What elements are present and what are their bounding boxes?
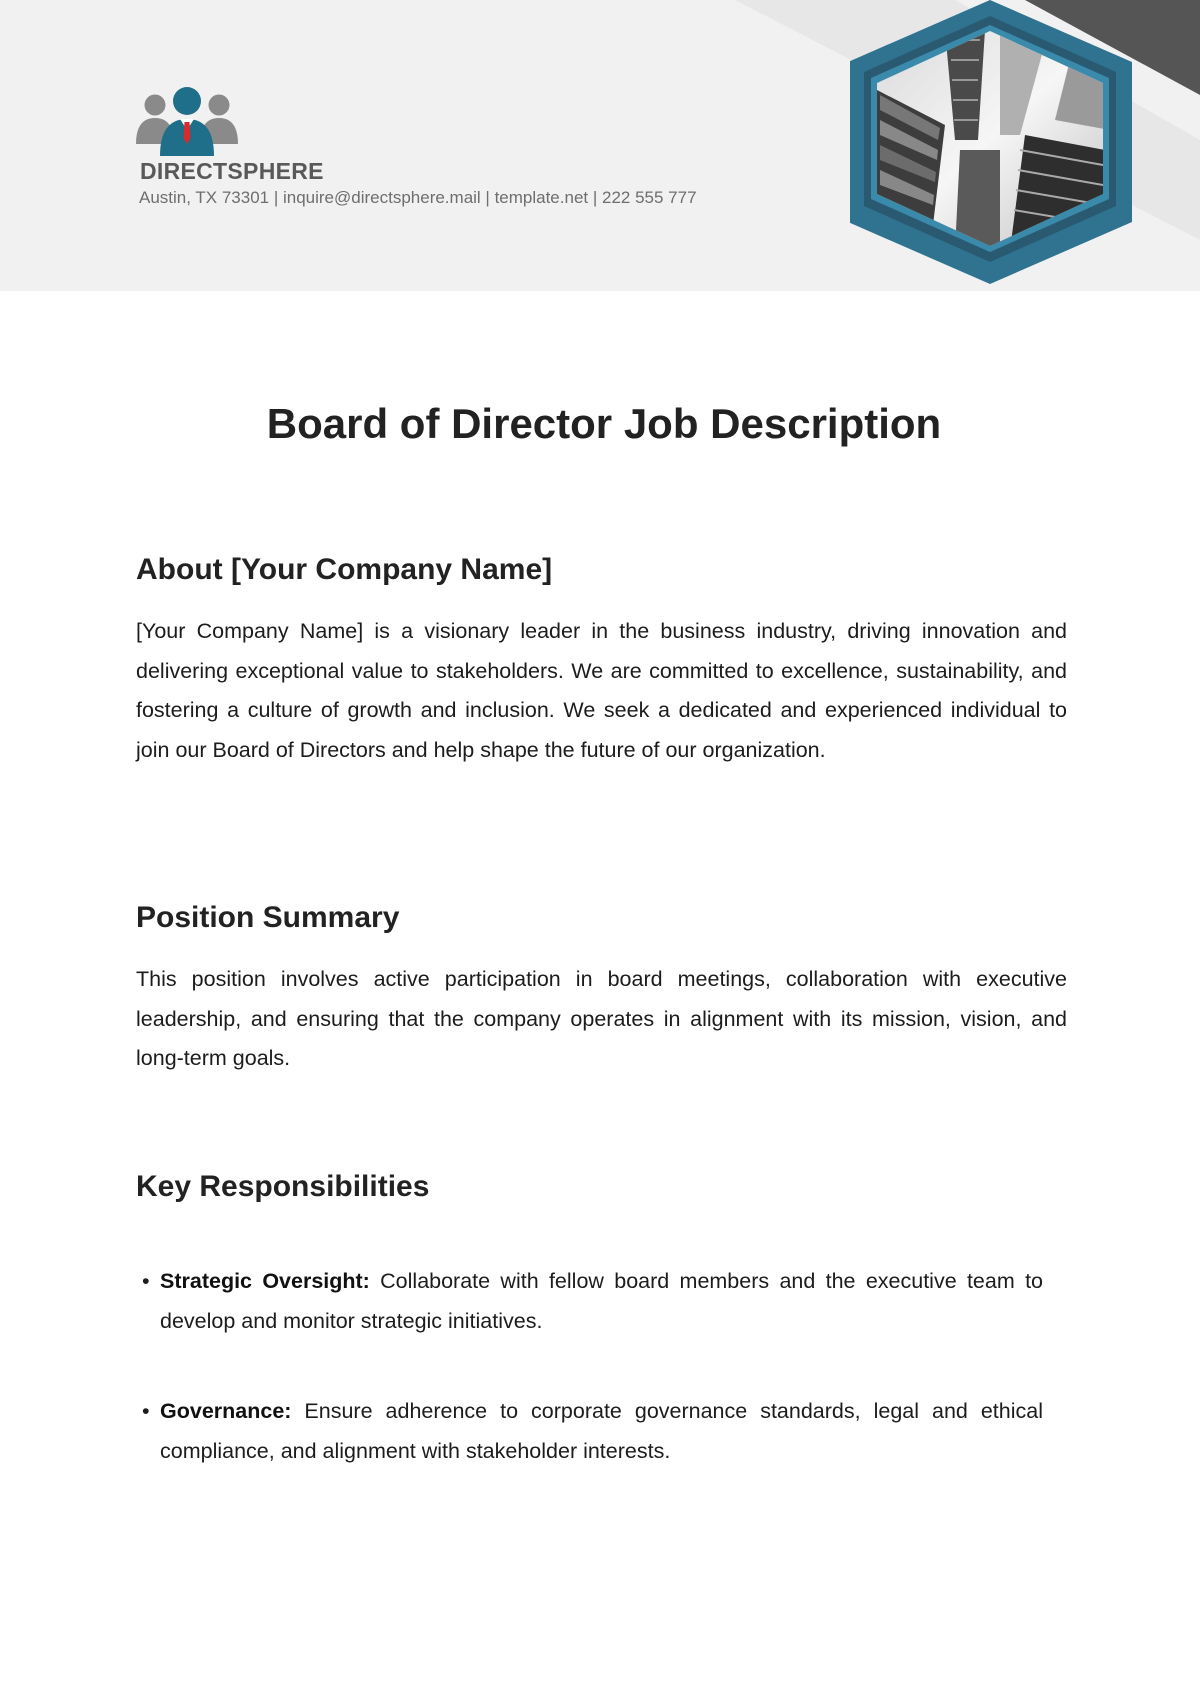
responsibility-text: Collaborate with fellow board members and the executive team to develop and monitor strategic initiatives.: [160, 1269, 1043, 1333]
responsibilities-list: [136, 1262, 1043, 1471]
position-summary-body: This position involves active participation in board meetings, collaboration with executive leadership, and ensuring that the company operates in alignment with its mission, vision, and long-term goals.: [136, 967, 1067, 1070]
key-responsibilities-section: [136, 1170, 1067, 1522]
page-title: Board of Director Job Description: [266, 400, 942, 447]
key-responsibilities-heading: Key Responsibilities: [136, 1170, 430, 1203]
responsibility-term: Strategic Oversight:: [160, 1269, 370, 1293]
responsibility-term: Governance:: [160, 1399, 292, 1423]
business-people-icon: [133, 86, 241, 158]
about-section: [136, 553, 1067, 770]
contact-info: Austin, TX 73301 | inquire@directsphere.mail | template.net | 222 555 777: [139, 188, 697, 207]
bullet-icon: •: [142, 1269, 150, 1293]
position-summary-heading: Position Summary: [136, 901, 400, 934]
position-summary-section: [136, 901, 1067, 1079]
list-item: [136, 1262, 1043, 1341]
about-body: [Your Company Name] is a visionary leader in the business industry, driving innovation and delivering exceptional value to stakeholders. We are committed to excellence, sustainability, and fostering a culture of growth and inclusion. We seek a dedicated and experienced individual to join our Board of Directors and help shape the future of our organization.: [136, 619, 1067, 762]
list-item: [136, 1392, 1043, 1471]
about-heading: About [Your Company Name]: [136, 553, 553, 586]
bullet-icon: •: [142, 1399, 150, 1423]
company-name: DIRECTSPHERE: [140, 158, 324, 184]
responsibility-text: Ensure adherence to corporate governance standards, legal and ethical compliance, and alignment with stakeholder interests.: [160, 1399, 1043, 1463]
letterhead-header: [0, 0, 1200, 291]
skyscraper-photo: [850, 0, 1150, 291]
